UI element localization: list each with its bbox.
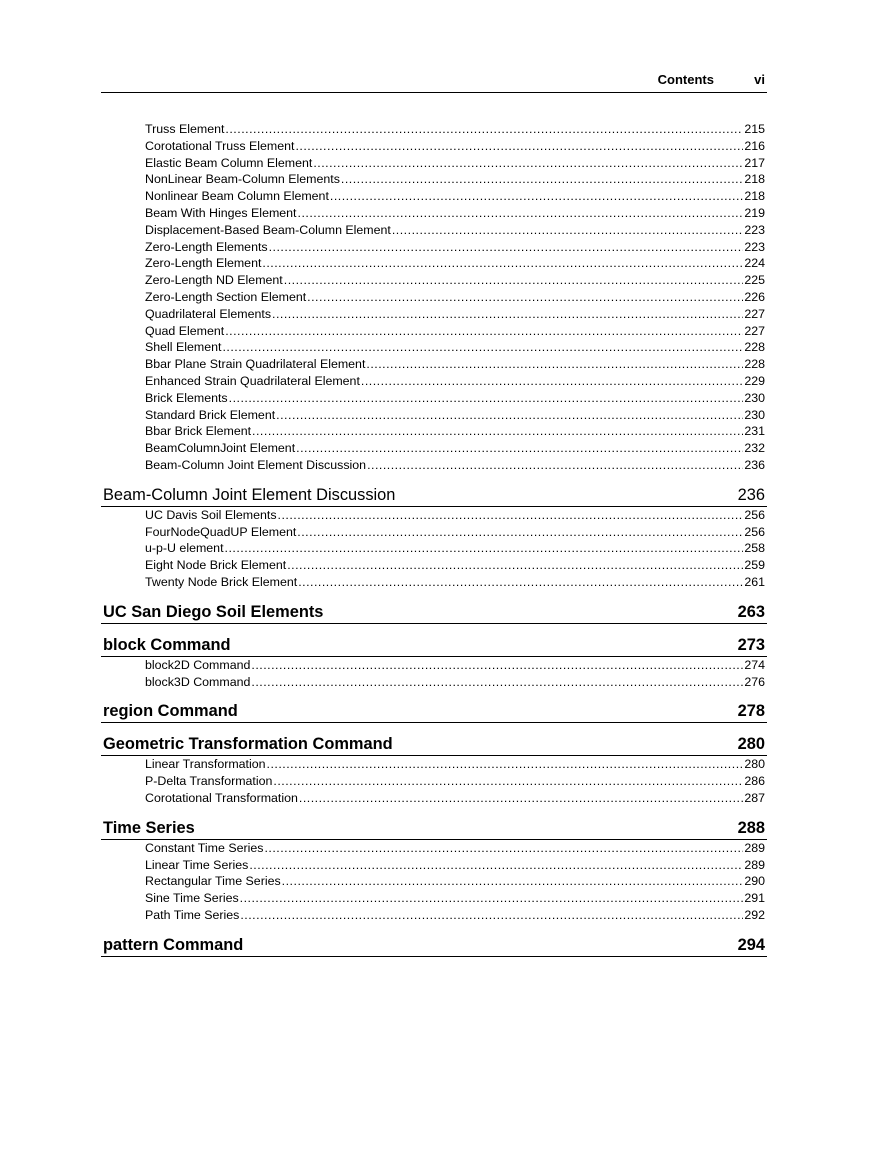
dot-leader xyxy=(272,306,743,323)
section-title: block Command xyxy=(103,635,231,654)
toc-entry[interactable] xyxy=(101,239,767,256)
dot-leader xyxy=(225,540,744,557)
toc-section-heading[interactable] xyxy=(101,602,767,624)
dot-leader xyxy=(330,188,743,205)
entry-page-number: 230 xyxy=(744,407,765,422)
entry-page-number: 289 xyxy=(744,857,765,872)
entry-page-number: 224 xyxy=(744,256,765,271)
entry-page-number: 258 xyxy=(744,541,765,556)
toc-section-heading[interactable] xyxy=(101,734,767,756)
dot-leader xyxy=(240,890,744,907)
entry-page-number: 276 xyxy=(744,674,765,689)
toc-entry[interactable] xyxy=(101,756,767,773)
toc-entry[interactable] xyxy=(101,188,767,205)
dot-leader xyxy=(298,574,743,591)
entry-page-number: 290 xyxy=(744,874,765,889)
toc-entry[interactable] xyxy=(101,255,767,272)
entry-page-number: 223 xyxy=(744,222,765,237)
toc-entry[interactable] xyxy=(101,524,767,541)
entry-title: Corotational Truss Element xyxy=(145,138,295,153)
entry-page-number: 223 xyxy=(744,239,765,254)
section-page-number: 273 xyxy=(737,635,765,654)
entry-page-number: 217 xyxy=(744,155,765,170)
dot-leader xyxy=(269,239,744,256)
entry-page-number: 227 xyxy=(744,306,765,321)
dot-leader xyxy=(299,790,743,807)
entry-title: Path Time Series xyxy=(145,907,240,922)
dot-leader xyxy=(361,373,743,390)
entry-page-number: 280 xyxy=(744,757,765,772)
entry-title: UC Davis Soil Elements xyxy=(145,507,277,522)
table-of-contents xyxy=(101,121,767,957)
dot-leader xyxy=(262,255,743,272)
toc-entry[interactable] xyxy=(101,289,767,306)
dot-leader xyxy=(222,339,743,356)
dot-leader xyxy=(307,289,743,306)
entry-title: Linear Time Series xyxy=(145,857,249,872)
section-title: region Command xyxy=(103,702,238,721)
dot-leader xyxy=(298,205,744,222)
entry-page-number: 232 xyxy=(744,441,765,456)
page-header xyxy=(101,70,767,93)
entry-title: Displacement-Based Beam-Column Element xyxy=(145,222,391,237)
section-page-number: 278 xyxy=(737,702,765,721)
entry-title: Corotational Transformation xyxy=(145,790,298,805)
dot-leader xyxy=(297,524,743,541)
dot-leader xyxy=(366,356,743,373)
dot-leader xyxy=(341,171,743,188)
entry-title: Quadrilateral Elements xyxy=(145,306,272,321)
entry-title: Brick Elements xyxy=(145,390,228,405)
dot-leader xyxy=(392,222,743,239)
entry-title: FourNodeQuadUP Element xyxy=(145,524,297,539)
toc-entry[interactable] xyxy=(101,390,767,407)
dot-leader xyxy=(252,423,743,440)
toc-entry[interactable] xyxy=(101,222,767,239)
entry-page-number: 256 xyxy=(744,507,765,522)
entry-page-number: 259 xyxy=(744,558,765,573)
toc-entry[interactable] xyxy=(101,873,767,890)
entry-title: P-Delta Transformation xyxy=(145,774,273,789)
toc-section-heading[interactable] xyxy=(101,818,767,840)
entry-page-number: 219 xyxy=(744,205,765,220)
entry-title: Linear Transformation xyxy=(145,757,266,772)
toc-entry[interactable] xyxy=(101,339,767,356)
entry-title: Elastic Beam Column Element xyxy=(145,155,313,170)
dot-leader xyxy=(264,840,743,857)
entry-page-number: 218 xyxy=(744,172,765,187)
entry-page-number: 226 xyxy=(744,289,765,304)
entry-page-number: 216 xyxy=(744,138,765,153)
dot-leader xyxy=(267,756,744,773)
entry-page-number: 218 xyxy=(744,189,765,204)
toc-entry[interactable] xyxy=(101,423,767,440)
toc-entry[interactable] xyxy=(101,272,767,289)
entry-title: Enhanced Strain Quadrilateral Element xyxy=(145,373,360,388)
entry-page-number: 236 xyxy=(744,457,765,472)
entry-title: Quad Element xyxy=(145,323,225,338)
entry-title: Constant Time Series xyxy=(145,840,264,855)
dot-leader xyxy=(284,272,744,289)
entry-title: Sine Time Series xyxy=(145,891,239,906)
entry-title: Twenty Node Brick Element xyxy=(145,574,298,589)
toc-entry[interactable] xyxy=(101,574,767,591)
entry-page-number: 231 xyxy=(744,424,765,439)
section-page-number: 236 xyxy=(737,485,765,504)
dot-leader xyxy=(276,407,743,424)
toc-entry[interactable] xyxy=(101,540,767,557)
dot-leader xyxy=(278,507,744,524)
dot-leader xyxy=(287,557,743,574)
section-page-number: 288 xyxy=(737,818,765,837)
entry-title: Bbar Brick Element xyxy=(145,424,252,439)
toc-entry[interactable] xyxy=(101,890,767,907)
toc-entry[interactable] xyxy=(101,773,767,790)
dot-leader xyxy=(240,907,743,924)
dot-leader xyxy=(296,440,743,457)
toc-entry[interactable] xyxy=(101,907,767,924)
dot-leader xyxy=(282,873,744,890)
toc-section-heading[interactable] xyxy=(101,935,767,957)
entry-page-number: 227 xyxy=(744,323,765,338)
entry-title: BeamColumnJoint Element xyxy=(145,441,296,456)
entry-page-number: 286 xyxy=(744,774,765,789)
toc-entry[interactable] xyxy=(101,557,767,574)
entry-title: Rectangular Time Series xyxy=(145,874,281,889)
entry-page-number: 274 xyxy=(744,657,765,672)
entry-page-number: 229 xyxy=(744,373,765,388)
entry-title: Eight Node Brick Element xyxy=(145,558,287,573)
section-page-number: 263 xyxy=(737,602,765,621)
toc-entry[interactable] xyxy=(101,857,767,874)
entry-page-number: 228 xyxy=(744,357,765,372)
dot-leader xyxy=(295,138,743,155)
entry-page-number: 256 xyxy=(744,524,765,539)
section-title: pattern Command xyxy=(103,935,244,954)
toc-entry[interactable] xyxy=(101,306,767,323)
dot-leader xyxy=(367,457,743,474)
entry-page-number: 228 xyxy=(744,340,765,355)
toc-entry[interactable] xyxy=(101,674,767,691)
toc-entry[interactable] xyxy=(101,138,767,155)
entry-title: Standard Brick Element xyxy=(145,407,276,422)
section-page-number: 280 xyxy=(737,735,765,754)
dot-leader xyxy=(251,674,743,691)
toc-entry[interactable] xyxy=(101,171,767,188)
entry-title: block3D Command xyxy=(145,674,251,689)
entry-page-number: 261 xyxy=(744,574,765,589)
toc-entry[interactable] xyxy=(101,840,767,857)
entry-page-number: 289 xyxy=(744,840,765,855)
entry-title: Shell Element xyxy=(145,340,222,355)
entry-page-number: 230 xyxy=(744,390,765,405)
entry-page-number: 287 xyxy=(744,790,765,805)
toc-entry[interactable] xyxy=(101,373,767,390)
toc-entry[interactable] xyxy=(101,657,767,674)
toc-entry[interactable] xyxy=(101,356,767,373)
header-page-number: vi xyxy=(754,72,765,87)
entry-title: Beam-Column Joint Element Discussion xyxy=(145,457,367,472)
section-page-number: 294 xyxy=(737,935,765,954)
entry-title: Zero-Length ND Element xyxy=(145,273,283,288)
entry-page-number: 291 xyxy=(744,891,765,906)
toc-section-heading[interactable] xyxy=(101,635,767,657)
entry-page-number: 215 xyxy=(744,122,765,136)
entry-title: Zero-Length Section Element xyxy=(145,289,307,304)
section-title: Geometric Transformation Command xyxy=(103,735,393,754)
entry-page-number: 292 xyxy=(744,907,765,922)
entry-title: Truss Element xyxy=(145,122,225,136)
dot-leader xyxy=(225,121,743,138)
toc-entry[interactable] xyxy=(101,440,767,457)
entry-title: u-p-U element xyxy=(145,541,224,556)
entry-title: Zero-Length Element xyxy=(145,256,262,271)
entry-title: Bbar Plane Strain Quadrilateral Element xyxy=(145,357,366,372)
entry-title: block2D Command xyxy=(145,657,251,672)
entry-title: Beam With Hinges Element xyxy=(145,205,297,220)
dot-leader xyxy=(225,323,743,340)
dot-leader xyxy=(251,657,743,674)
toc-entry[interactable] xyxy=(101,407,767,424)
section-title: Time Series xyxy=(103,818,195,837)
entry-title: Zero-Length Elements xyxy=(145,239,268,254)
toc-entry[interactable] xyxy=(101,323,767,340)
toc-entry[interactable] xyxy=(101,155,767,172)
toc-entry[interactable] xyxy=(101,507,767,524)
dot-leader xyxy=(249,857,743,874)
toc-section-heading[interactable] xyxy=(101,701,767,723)
section-title: Beam-Column Joint Element Discussion xyxy=(103,485,396,504)
toc-entry[interactable] xyxy=(101,121,767,138)
header-title: Contents xyxy=(657,72,714,87)
section-title: UC San Diego Soil Elements xyxy=(103,602,324,621)
dot-leader xyxy=(313,155,743,172)
entry-title: Nonlinear Beam Column Element xyxy=(145,189,329,204)
dot-leader xyxy=(273,773,743,790)
dot-leader xyxy=(229,390,744,407)
toc-section-heading[interactable] xyxy=(101,485,767,507)
toc-entry[interactable] xyxy=(101,790,767,807)
toc-entry[interactable] xyxy=(101,457,767,474)
entry-title: NonLinear Beam-Column Elements xyxy=(145,172,340,187)
toc-entry[interactable] xyxy=(101,205,767,222)
entry-page-number: 225 xyxy=(744,273,765,288)
